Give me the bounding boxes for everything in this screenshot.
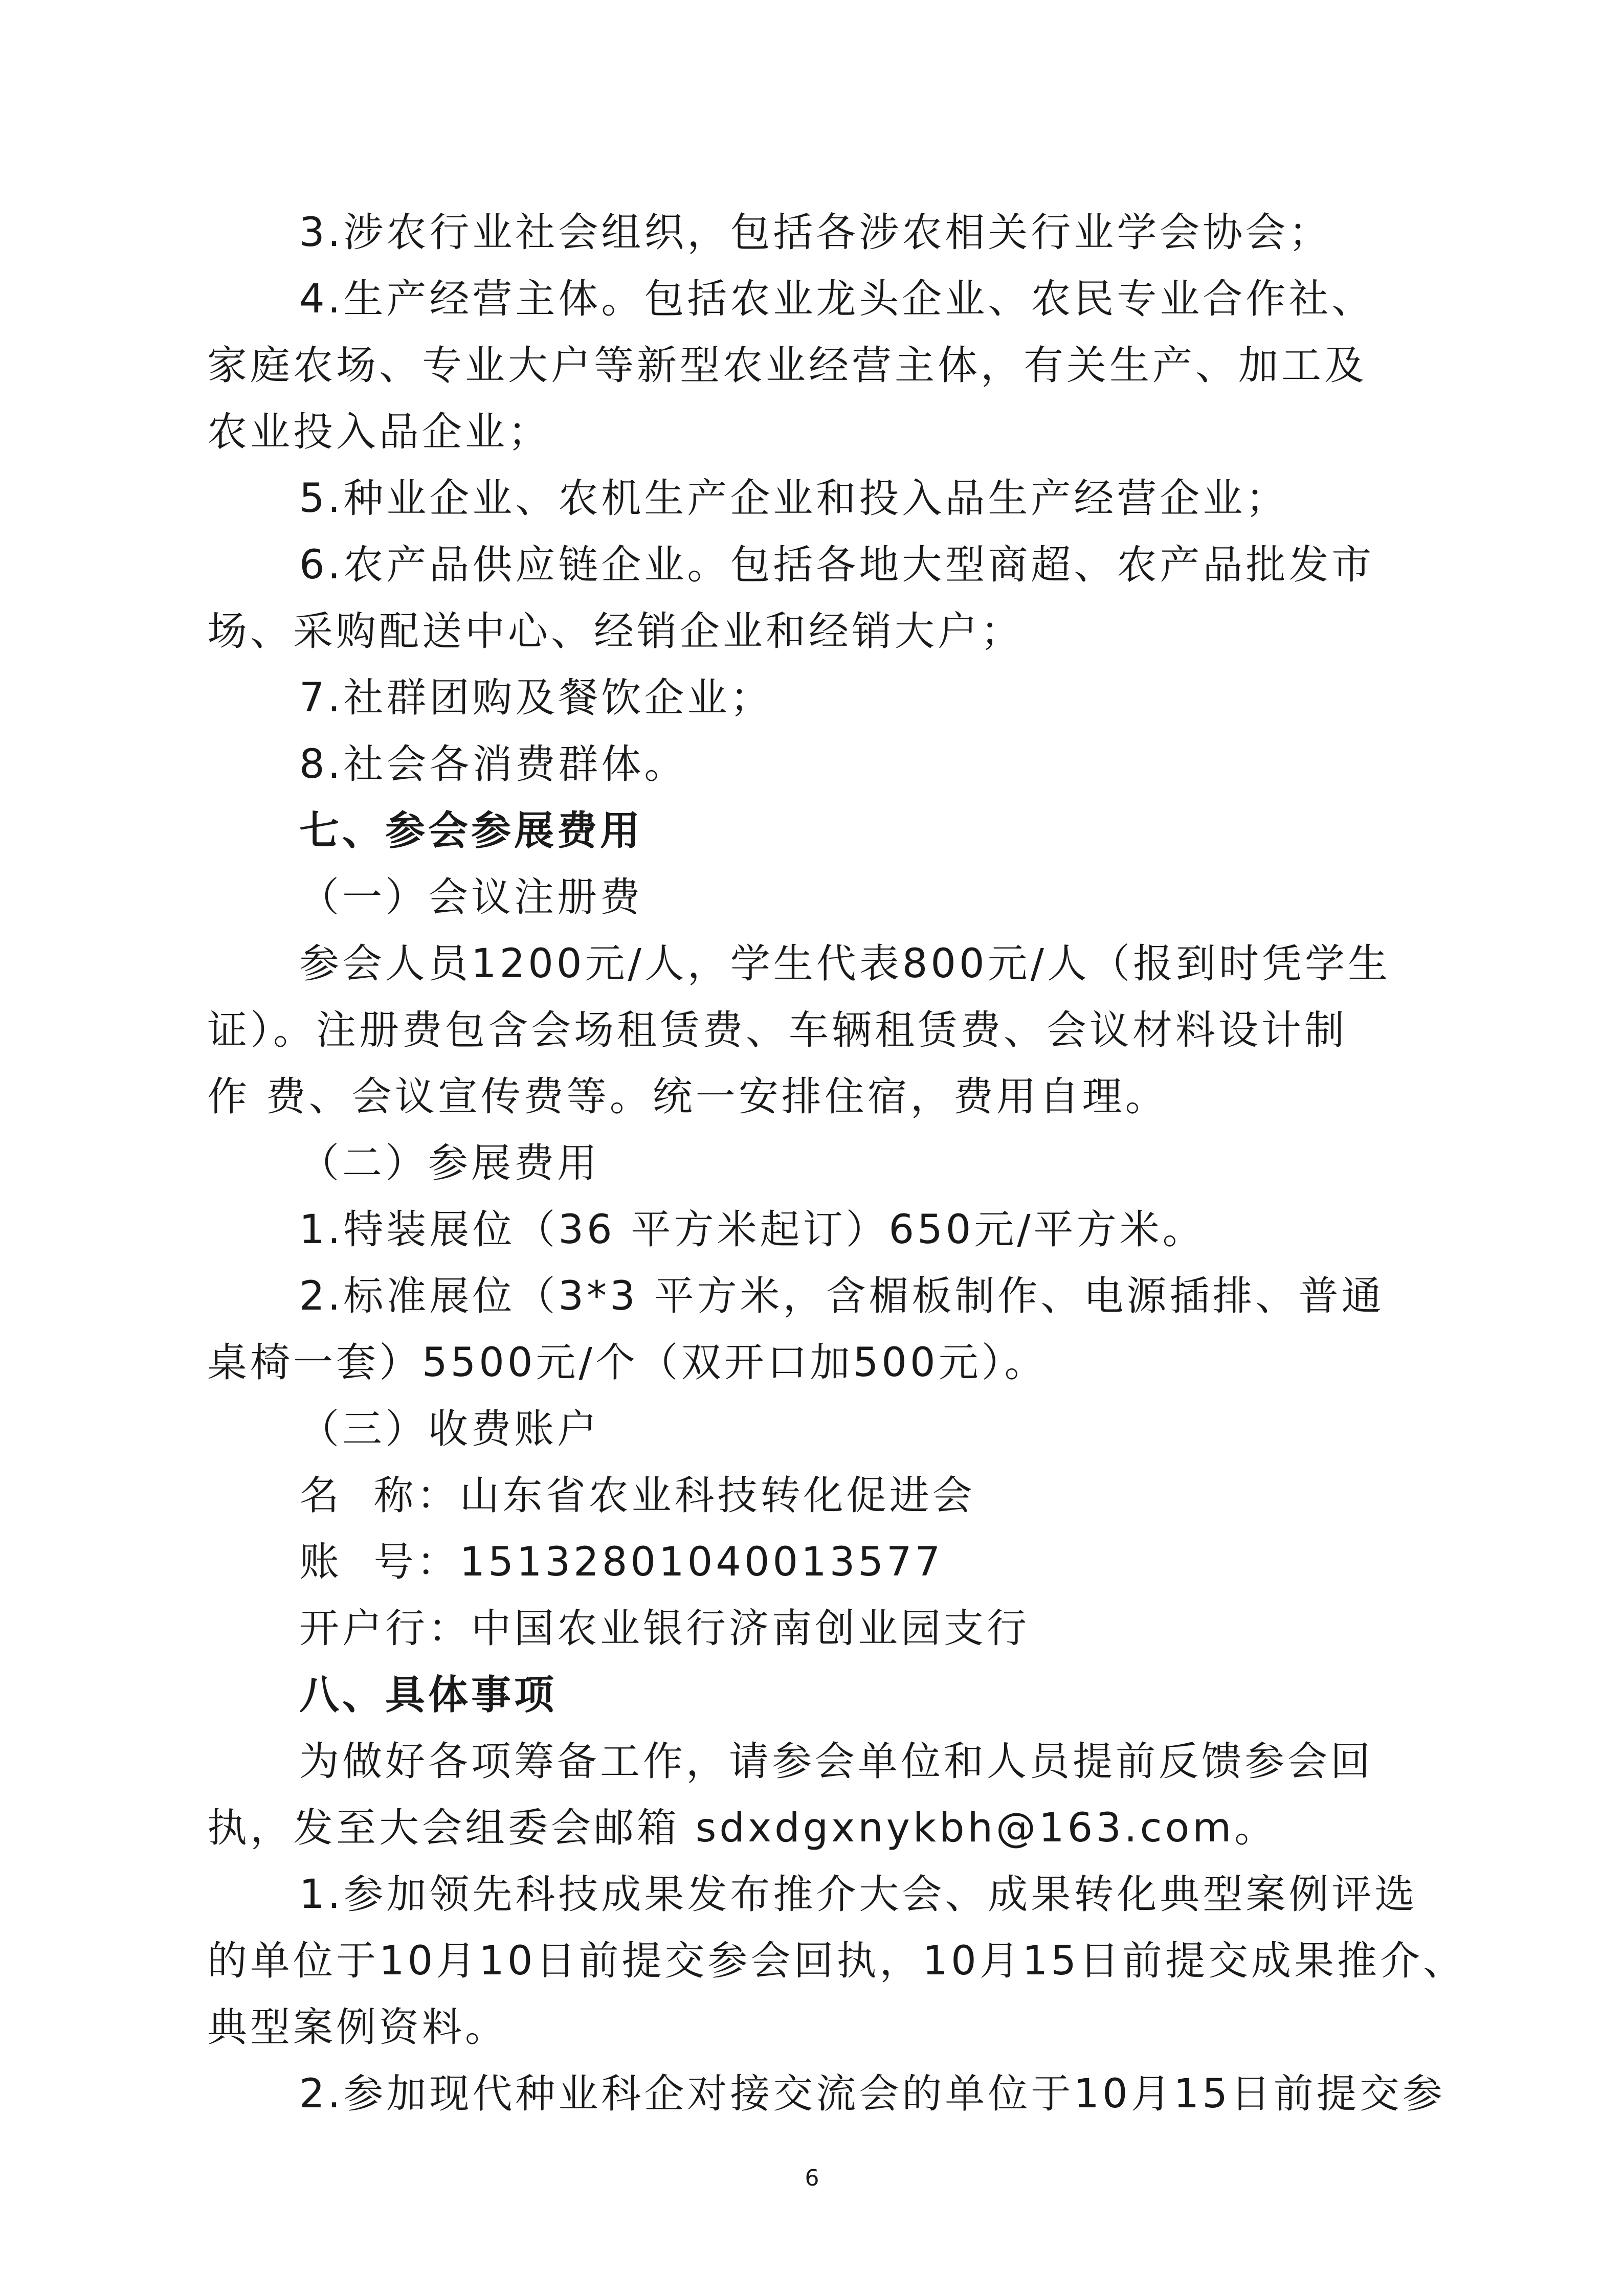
section-heading-specific-matters: 八、具体事项 <box>299 1672 558 1718</box>
subsection-heading-exhibition-fee: （二）参展费用 <box>299 1140 600 1186</box>
page-number: 6 <box>805 2165 819 2191</box>
list-item-standard-booth-continued: 桌椅一套）5500元/个（双开口加500元）。 <box>207 1340 1048 1386</box>
list-item-5: 5.种业企业、农机生产企业和投入品生产经营企业； <box>299 476 1289 522</box>
section-heading-fees: 七、参会参展费用 <box>299 808 643 854</box>
list-item-7: 7.社群团购及餐饮企业； <box>299 675 773 721</box>
account-name: 名 称：山东省农业科技转化促进会 <box>299 1473 975 1519</box>
list-item-2: 2.参加现代种业科企对接交流会的单位于10月15日前提交参 <box>299 2071 1445 2117</box>
list-item-4-continued: 农业投入品企业； <box>207 409 551 455</box>
paragraph-registration-fee: 参会人员1200元/人，学生代表800元/人（报到时凭学生 <box>299 941 1391 987</box>
list-item-8: 8.社会各消费群体。 <box>299 741 687 787</box>
account-number: 账 号：15132801040013577 <box>299 1539 944 1585</box>
paragraph-registration-fee-continued: 证）。注册费包含会场租赁费、车辆租赁费、会议材料设计制 <box>207 1007 1348 1053</box>
subsection-heading-registration-fee: （一）会议注册费 <box>299 874 643 920</box>
list-item-standard-booth: 2.标准展位（3*3 平方米，含楣板制作、电源插排、普通 <box>299 1273 1385 1319</box>
subsection-heading-payment-account: （三）收费账户 <box>299 1406 600 1452</box>
paragraph-specific-matters-continued: 执，发至大会组委会邮箱 sdxdgxnykbh@163.com。 <box>207 1805 1278 1851</box>
list-item-6: 6.农产品供应链企业。包括各地大型商超、农产品批发市 <box>299 542 1375 588</box>
list-item-4-continued: 家庭农场、专业大户等新型农业经营主体，有关生产、加工及 <box>207 343 1368 389</box>
list-item-special-booth: 1.特装展位（36 平方米起订）650元/平方米。 <box>299 1207 1206 1253</box>
list-item-1-continued: 的单位于10月10日前提交参会回执，10月15日前提交成果推介、 <box>207 1938 1466 1984</box>
list-item-6-continued: 场、采购配送中心、经销企业和经销大户； <box>207 609 1024 655</box>
list-item-1-continued: 典型案例资料。 <box>207 2005 508 2051</box>
list-item-3: 3.涉农行业社会组织，包括各涉农相关行业学会协会； <box>299 210 1332 256</box>
paragraph-specific-matters: 为做好各项筹备工作，请参会单位和人员提前反馈参会回 <box>299 1739 1374 1785</box>
list-item-4: 4.生产经营主体。包括农业龙头企业、农民专业合作社、 <box>299 276 1375 322</box>
paragraph-registration-fee-continued: 作 费、会议宣传费等。统一安排住宿，费用自理。 <box>207 1074 1168 1120</box>
list-item-1: 1.参加领先科技成果发布推介大会、成果转化典型案例评选 <box>299 1872 1418 1918</box>
account-bank: 开户行：中国农业银行济南创业园支行 <box>299 1606 1030 1652</box>
